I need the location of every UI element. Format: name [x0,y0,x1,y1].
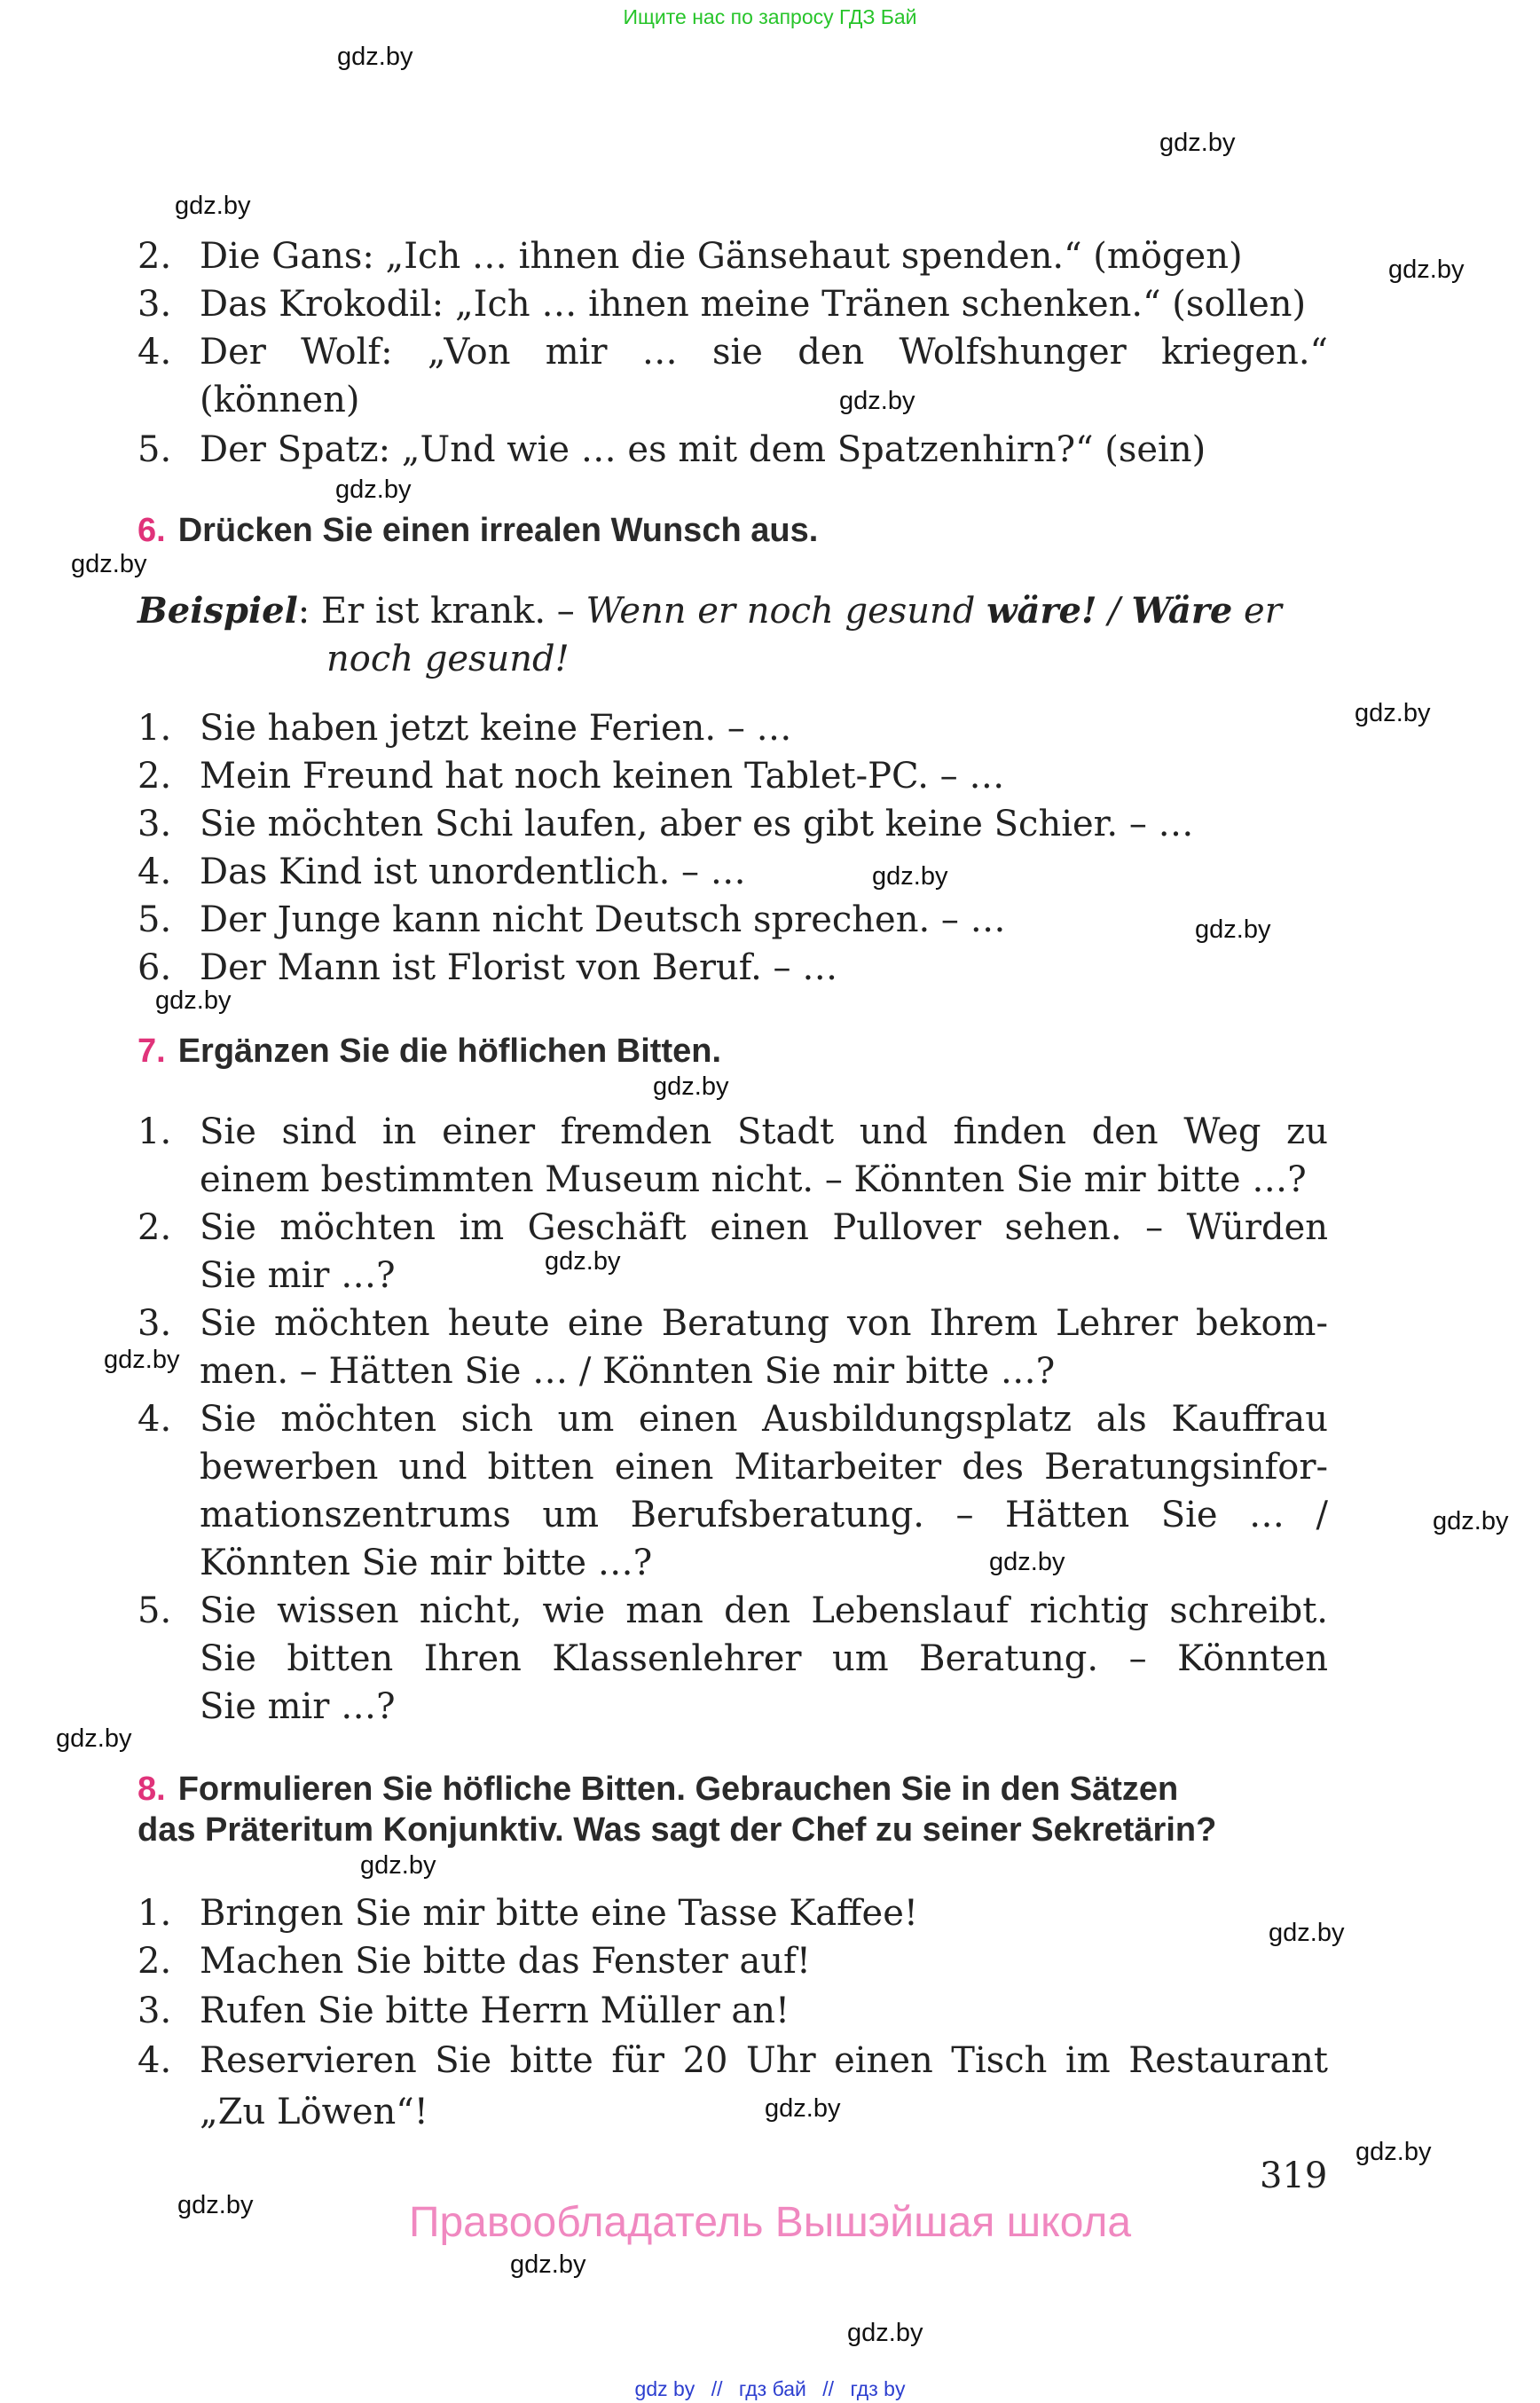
item-continuation: „Zu Löwen“! [200,2092,428,2132]
watermark: gdz.by [839,387,915,415]
item-text: Der Spatz: „Und wie … es mit dem Spatzenhirn?“ (sein) [200,429,1206,470]
watermark: gdz.by [1388,255,1465,284]
watermark: gdz.by [155,986,232,1015]
list-item [138,280,1306,328]
list-item-number [138,1300,200,1347]
item-number: 2. [138,1207,172,1248]
task-heading [138,512,818,550]
list-item [138,426,1206,474]
list-item [138,1889,918,1937]
item-number: 4. [138,2040,172,2081]
item-number: 1. [138,708,172,749]
watermark: gdz.by [175,192,251,220]
footer-link[interactable]: гдз бай [738,2377,806,2400]
copyright-notice: Правообладатель Вышэйшая школа [408,2199,1132,2246]
example-label: Beispiel [138,590,298,632]
list-item [138,1937,811,1985]
item-number: 1. [138,1111,172,1152]
item-text: bewerben und bitten einen Mitarbeiter des Beratungsinfor- [200,1447,1328,1488]
list-item-number [138,1395,200,1443]
item-number: 4. [138,332,172,373]
list-item-number [138,1108,200,1156]
footer-link[interactable]: gdz by [634,2377,695,2400]
watermark: gdz.by [56,1724,132,1753]
watermark: gdz.by [653,1072,729,1101]
watermark: gdz.by [510,2250,586,2279]
item-text: einem bestimmten Museum nicht. – Könnten Sie mir bitte …? [200,1159,1307,1200]
item-number: 2. [138,236,172,277]
item-number: 4. [138,1399,172,1440]
word: „Von [427,332,511,373]
watermark: gdz.by [847,2319,923,2347]
item-continuation: (können) [200,380,360,420]
task-title: Formulieren Sie höfliche Bitten. Gebrauchen Sie in den Sätzen [177,1771,1179,1808]
item-number: 2. [138,756,172,797]
example-line: noch gesund! [326,639,570,679]
item-text: Sie bitten Ihren Klassenlehrer um Beratung. – Könnten [200,1638,1328,1679]
footer-separator: // [711,2377,723,2400]
item-number: 1. [138,1893,172,1934]
list-item [138,328,200,376]
item-text: Mein Freund hat noch keinen Tablet-PC. – … [200,756,1005,797]
list-item [138,944,837,992]
task-heading [138,1771,1178,1809]
page-number: 319 [1260,2156,1328,2196]
watermark: gdz.by [989,1548,1065,1576]
example-text: / [1096,591,1132,632]
task-heading-line2: das Präteritum Konjunktiv. Was sagt der Chef zu seiner Sekretärin? [138,1811,1217,1849]
watermark: gdz.by [872,862,948,891]
search-banner: Ищите нас по запросу ГДЗ Бай [623,5,917,28]
item-text: Sie möchten im Geschäft einen Pullover sehen. – Würden [200,1207,1328,1248]
watermark: gdz.by [1355,2138,1432,2166]
watermark: gdz.by [335,475,412,504]
watermark: gdz.by [177,2191,254,2219]
watermark: gdz.by [71,550,147,578]
word: mir [545,332,608,373]
footer-separator: // [822,2377,835,2400]
item-text: Reservieren Sie bitte für 20 Uhr einen Tisch im Restaurant [200,2040,1328,2081]
list-item-justified [200,328,1328,376]
item-text: Rufen Sie bitte Herrn Müller an! [200,1991,790,2031]
item-number: 3. [138,284,172,325]
item-text: mationszentrums um Berufsberatung. – Hätten Sie … / [200,1495,1328,1535]
watermark: gdz.by [1433,1507,1509,1535]
item-number: 3. [138,804,172,844]
example-text: er [1232,591,1282,632]
watermark: gdz.by [1159,129,1236,157]
watermark: gdz.by [360,1851,436,1880]
list-item-number [138,1204,200,1252]
item-text: Bringen Sie mir bitte eine Tasse Kaffee! [200,1893,918,1934]
word: kriegen.“ [1160,332,1328,373]
watermark: gdz.by [1269,1919,1345,1947]
watermark: gdz.by [1195,915,1271,944]
item-text: Sie möchten Schi laufen, aber es gibt keine Schier. – … [200,804,1194,844]
item-number: 3. [138,1303,172,1344]
watermark: gdz.by [104,1346,180,1374]
item-text: Sie haben jetzt keine Ferien. – … [200,708,792,749]
item-text: Das Krokodil: „Ich … ihnen meine Tränen schenken.“ (sollen) [200,284,1307,325]
word: Der [200,332,266,373]
item-text: men. – Hätten Sie … / Könnten Sie mir bitte …? [200,1351,1056,1392]
list-item-number [138,2037,200,2085]
word: Wolf: [301,332,393,373]
item-number: 5. [138,1590,172,1631]
list-item [138,1987,790,2035]
task-title: Ergänzen Sie die höflichen Bitten. [177,1033,722,1070]
list-item [138,896,1006,944]
item-number: 6. [138,947,172,988]
item-text: Der Mann ist Florist von Beruf. – … [200,947,838,988]
item-text: Könnten Sie mir bitte …? [200,1543,653,1583]
list-item [138,752,1004,800]
task-title: Drücken Sie einen irrealen Wunsch aus. [177,512,819,549]
item-number: 4. [138,852,172,892]
list-item [138,800,1194,848]
example-line [138,587,1282,635]
word: sie [711,332,763,373]
example-text: Wenn er noch gesund [585,591,987,632]
item-text: Sie möchten heute eine Beratung von Ihrem Lehrer bekom- [200,1303,1328,1344]
word: den [798,332,865,373]
item-number: 3. [138,1991,172,2031]
item-number: 5. [138,429,172,470]
task-number: 6. [138,512,166,549]
item-number: 2. [138,1941,172,1982]
item-text: Das Kind ist unordentlich. – … [200,852,746,892]
example-text: wäre! [986,590,1097,632]
task-number: 8. [138,1771,166,1808]
item-number: 5. [138,899,172,940]
item-text: Die Gans: „Ich … ihnen die Gänsehaut spenden.“ (mögen) [200,236,1243,277]
list-item [138,232,1243,280]
watermark: gdz.by [337,43,413,71]
watermark: gdz.by [765,2094,841,2123]
item-text: Sie sind in einer fremden Stadt und finden den Weg zu [200,1111,1328,1152]
item-text: Der Junge kann nicht Deutsch sprechen. – … [200,899,1006,940]
item-text: Sie mir …? [200,1255,396,1296]
item-text: Sie wissen nicht, wie man den Lebenslauf richtig schreibt. [200,1590,1328,1631]
word: Wolfshunger [899,332,1127,373]
footer-links [0,2377,1540,2401]
item-text: Machen Sie bitte das Fenster auf! [200,1941,811,1982]
word: … [641,332,678,373]
task-number: 7. [138,1033,166,1070]
list-item-number [138,1587,200,1635]
list-item [138,704,792,752]
item-text: Sie mir …? [200,1686,396,1727]
example-text: : Er ist krank. – [297,591,586,632]
list-item [138,848,746,896]
example-text: Wäre [1131,590,1233,632]
watermark: gdz.by [1355,699,1431,727]
task-heading [138,1033,721,1071]
footer-link[interactable]: гдз by [850,2377,906,2400]
watermark: gdz.by [545,1247,621,1276]
item-text: Sie möchten sich um einen Ausbildungsplatz als Kauffrau [200,1399,1328,1440]
